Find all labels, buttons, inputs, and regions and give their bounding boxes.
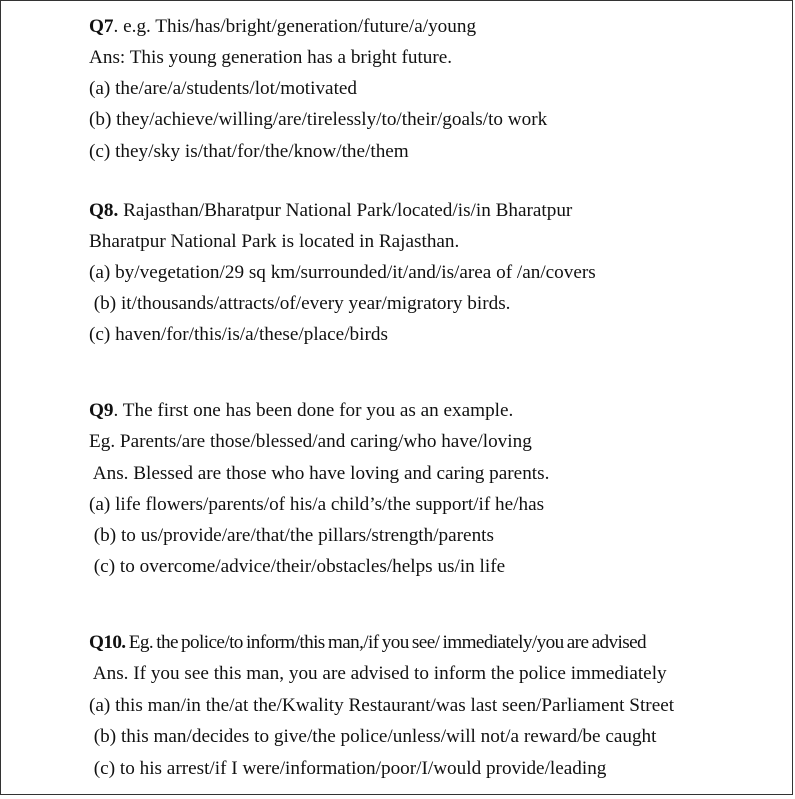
q10-prompt-text: Eg. the police/to inform/this man,/if you see/ immediately/you are advised <box>125 632 647 653</box>
q9-answer: Ans. Blessed are those who have loving and caring parents. <box>89 463 550 484</box>
q7-item-b: (b) they/achieve/willing/are/tirelessly/to/their/goals/to work <box>89 109 548 130</box>
q7-item-a: (a) the/are/a/students/lot/motivated <box>89 78 358 99</box>
q10-label: Q10. <box>89 632 126 653</box>
q9-label: Q9 <box>89 400 114 421</box>
q10-item-b: (b) this man/decides to give/the police/unless/will not/a reward/be caught <box>89 726 657 747</box>
q7-label: Q7 <box>89 16 114 37</box>
q8-item-b: (b) it/thousands/attracts/of/every year/migratory birds. <box>89 293 511 314</box>
q8-prompt <box>89 200 572 222</box>
q9-item-b: (b) to us/provide/are/that/the pillars/strength/parents <box>89 525 494 546</box>
q8-label: Q8. <box>89 200 119 221</box>
q8-answer: Bharatpur National Park is located in Rajasthan. <box>89 231 460 252</box>
q10-item-c: (c) to his arrest/if I were/information/poor/I/would provide/leading <box>89 758 607 779</box>
q7-prompt-text: . e.g. This/has/bright/generation/future/a/young <box>113 16 477 37</box>
q8-prompt-text: Rajasthan/Bharatpur National Park/located/is/in Bharatpur <box>118 200 573 221</box>
q8-item-a: (a) by/vegetation/29 sq km/surrounded/it/and/is/area of /an/covers <box>89 262 596 283</box>
q9-prompt <box>89 400 513 422</box>
q10-item-a: (a) this man/in the/at the/Kwality Restaurant/was last seen/Parliament Street <box>89 695 675 716</box>
q8-item-c: (c) haven/for/this/is/a/these/place/birds <box>89 324 388 345</box>
q10-answer: Ans. If you see this man, you are advised to inform the police immediately <box>89 663 667 684</box>
q9-example: Eg. Parents/are those/blessed/and caring/who have/loving <box>89 431 532 452</box>
q10-prompt <box>89 632 646 654</box>
q9-item-a: (a) life flowers/parents/of his/a child’s/the support/if he/has <box>89 494 545 515</box>
q9-prompt-text: . The first one has been done for you as an example. <box>113 400 514 421</box>
q7-item-c: (c) they/sky is/that/for/the/know/the/them <box>89 141 409 162</box>
q9-item-c: (c) to overcome/advice/their/obstacles/helps us/in life <box>89 556 506 577</box>
q7-prompt <box>89 16 476 38</box>
q7-answer: Ans: This young generation has a bright future. <box>89 47 453 68</box>
